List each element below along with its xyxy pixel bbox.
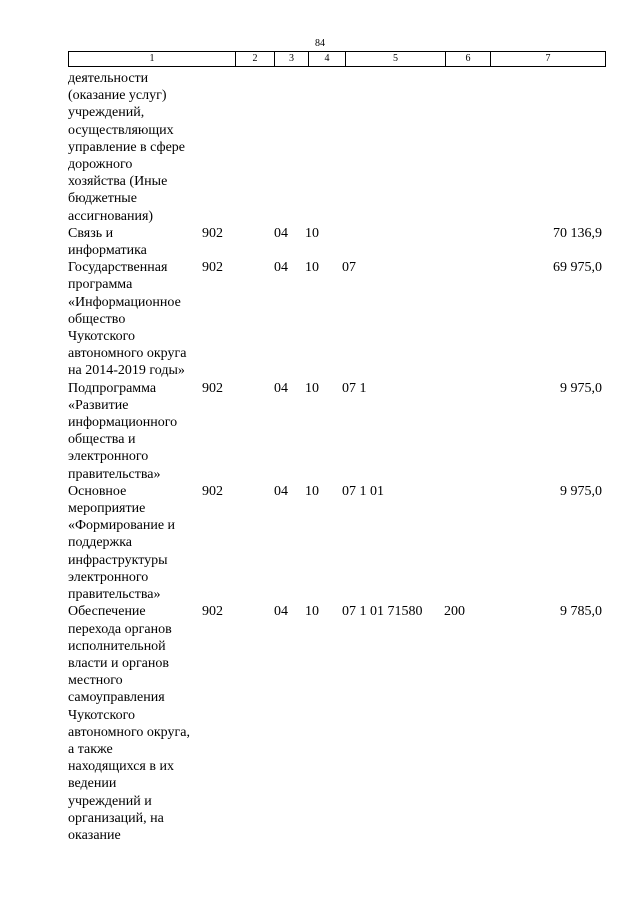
row-code-3: 04 — [274, 260, 288, 276]
page-number: 84 — [315, 38, 325, 49]
row-code-2: 902 — [202, 380, 223, 396]
row-amount: 9 975,0 — [560, 483, 602, 499]
row-name: Обеспечение перехода органов исполнительной власти и органов местного самоуправления Чукотского автономного округа, а также находящихся в их ведении учреждений и организаций, на оказание — [68, 604, 190, 843]
header-col-1: 1 — [69, 52, 236, 67]
column-header-table — [68, 51, 606, 67]
header-col-5: 5 — [346, 52, 446, 67]
header-col-2: 2 — [236, 52, 275, 67]
row-code-5: 07 1 — [342, 380, 367, 396]
row-code-3: 04 — [274, 380, 288, 396]
row-code-2: 902 — [202, 225, 223, 241]
row-code-5: 07 — [342, 260, 356, 276]
row-amount: 69 975,0 — [553, 260, 602, 276]
row-code-4: 10 — [305, 604, 319, 620]
header-col-3: 3 — [275, 52, 309, 67]
row-code-2: 902 — [202, 260, 223, 276]
header-col-7: 7 — [491, 52, 606, 67]
table-row — [68, 380, 602, 483]
table-row — [68, 259, 602, 379]
row-amount: 70 136,9 — [553, 225, 602, 241]
row-code-2: 902 — [202, 483, 223, 499]
row-name: Основное мероприятие «Формирование и поддержка инфраструктуры электронного правительства» — [68, 483, 176, 603]
budget-table-body — [68, 70, 602, 844]
row-amount: 9 975,0 — [560, 380, 602, 396]
row-code-3: 04 — [274, 225, 288, 241]
table-row — [68, 483, 602, 603]
row-name: Государственная программа «Информационное общество Чукотского автономного округа на 2014-2019 годы» — [68, 260, 187, 379]
row-code-5: 07 1 01 — [342, 483, 384, 499]
row-name: Подпрограмма «Развитие информационного общества и электронного правительства» — [68, 380, 178, 482]
row-code-6: 200 — [444, 604, 465, 620]
row-name: деятельности (оказание услуг) учреждений, осуществляющих управление в сфере дорожного хозяйства (Иные бюджетные ассигнования) — [68, 71, 186, 224]
table-row — [68, 225, 602, 259]
row-code-2: 902 — [202, 604, 223, 620]
table-row — [68, 603, 602, 844]
row-code-3: 04 — [274, 604, 288, 620]
row-name: Связь и информатика — [68, 225, 147, 259]
header-col-6: 6 — [446, 52, 491, 67]
row-code-4: 10 — [305, 260, 319, 276]
table-row — [68, 70, 602, 225]
row-code-4: 10 — [305, 380, 319, 396]
row-code-3: 04 — [274, 483, 288, 499]
header-col-4: 4 — [309, 52, 346, 67]
row-code-5: 07 1 01 71580 — [342, 604, 423, 620]
row-amount: 9 785,0 — [560, 604, 602, 620]
row-code-4: 10 — [305, 225, 319, 241]
row-code-4: 10 — [305, 483, 319, 499]
